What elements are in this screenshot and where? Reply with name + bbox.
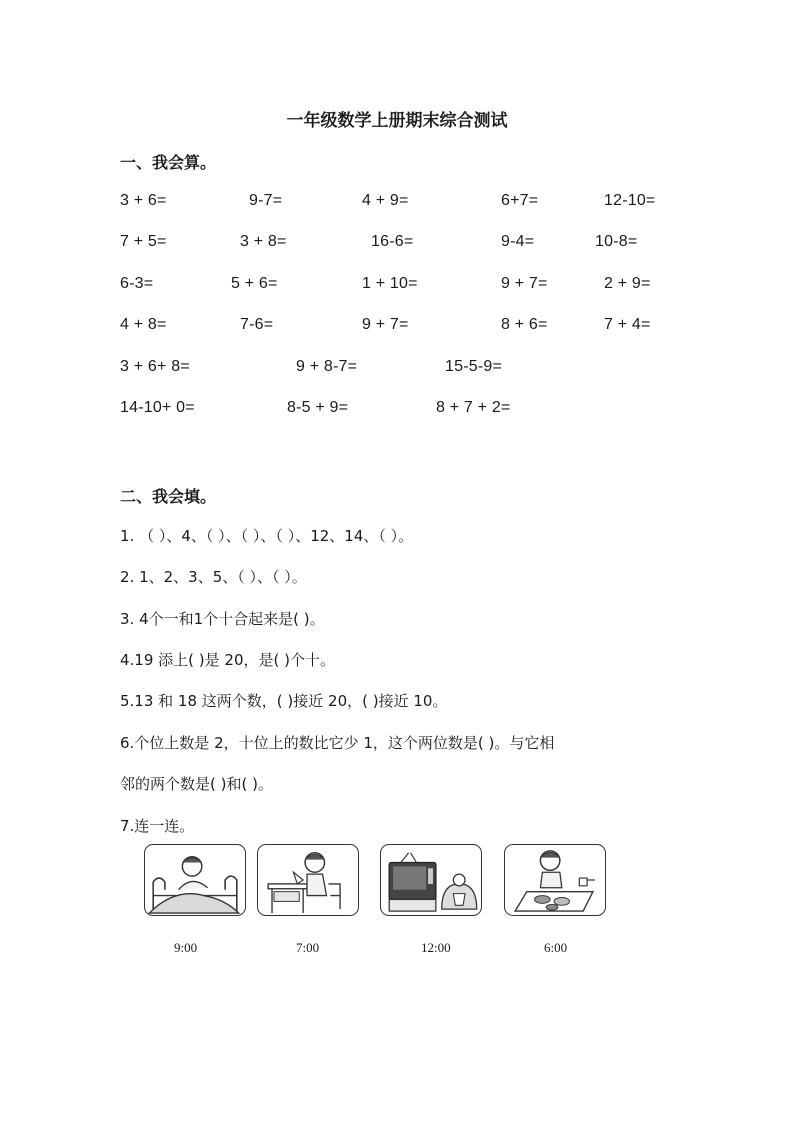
fill-item-4: 4.19 添上( )是 20，是( )个十。 [120, 651, 335, 669]
calc-item: 4 + 9= [362, 192, 409, 209]
section-2-heading: 二、我会填。 [120, 487, 217, 506]
calc-item: 9-7= [249, 192, 283, 209]
calc-item: 3 + 6+ 8= [120, 358, 190, 375]
calc-item: 7-6= [240, 316, 274, 333]
fill-item-6-cont: 邻的两个数是( )和( )。 [120, 775, 273, 793]
child-eating-icon [504, 844, 606, 916]
calc-item: 9 + 7= [362, 316, 409, 333]
fill-item-5: 5.13 和 18 这两个数，( )接近 20，( )接近 10。 [120, 692, 448, 710]
time-label: 12:00 [421, 940, 451, 955]
calc-item: 14-10+ 0= [120, 399, 195, 416]
calc-item: 8 + 7 + 2= [436, 399, 511, 416]
calc-item: 2 + 9= [604, 275, 651, 292]
calc-item: 6+7= [501, 192, 539, 209]
calc-item: 10-8= [595, 233, 638, 250]
calc-item: 16-6= [371, 233, 414, 250]
calc-item: 4 + 8= [120, 316, 167, 333]
calc-item: 5 + 6= [231, 275, 278, 292]
calc-item: 7 + 5= [120, 233, 167, 250]
fill-item-6: 6.个位上数是 2，十位上的数比它少 1，这个两位数是( )。与它相 [120, 734, 555, 752]
calc-item: 8-5 + 9= [287, 399, 349, 416]
calc-item: 1 + 10= [362, 275, 418, 292]
calc-item: 8 + 6= [501, 316, 548, 333]
calc-item: 12-10= [604, 192, 656, 209]
fill-item-2: 2. 1、2、3、5、（ ）、（ ）。 [120, 568, 307, 586]
calc-item: 6-3= [120, 275, 154, 292]
calc-item: 9-4= [501, 233, 535, 250]
fill-item-1: 1. （ ）、4、（ ）、（ ）、（ ）、12、14、（ ）。 [120, 527, 414, 545]
child-in-bed-icon [144, 844, 246, 916]
time-label: 9:00 [174, 940, 198, 955]
fill-item-7: 7.连一连。 [120, 817, 195, 835]
section-1-heading: 一、我会算。 [120, 153, 217, 172]
calc-item: 3 + 8= [240, 233, 287, 250]
page-title: 一年级数学上册期末综合测试 [286, 111, 508, 131]
calc-item: 9 + 7= [501, 275, 548, 292]
time-label: 7:00 [296, 940, 320, 955]
child-watching-tv-icon [380, 844, 482, 916]
time-label: 6:00 [544, 940, 568, 955]
fill-item-3: 3. 4个一和1个十合起来是( )。 [120, 610, 325, 628]
calc-item: 15-5-9= [445, 358, 502, 375]
calc-item: 7 + 4= [604, 316, 651, 333]
calc-item: 3 + 6= [120, 192, 167, 209]
calc-item: 9 + 8-7= [296, 358, 358, 375]
child-at-desk-icon [257, 844, 359, 916]
